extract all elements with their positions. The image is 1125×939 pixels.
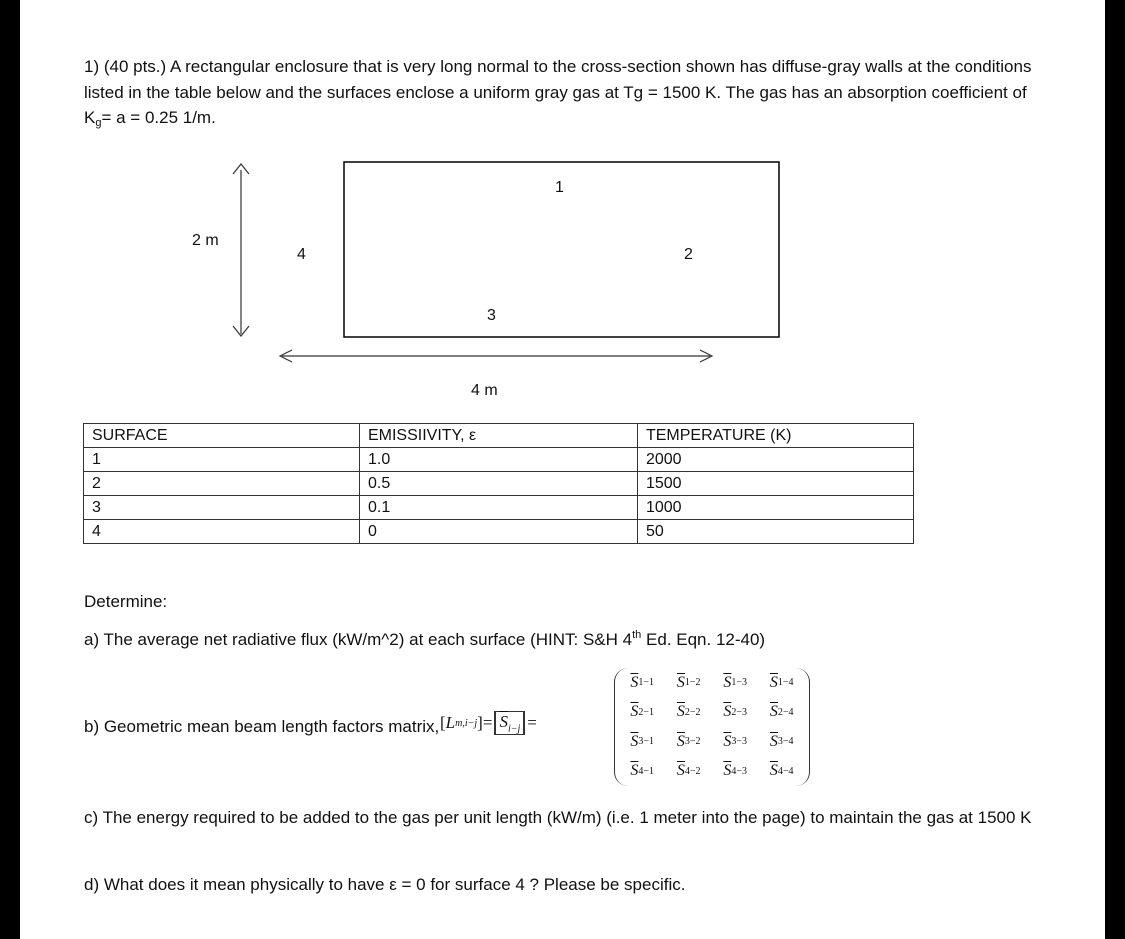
- matrix-symbol: $\overline{S}$: [676, 703, 685, 721]
- table-cell: 4: [84, 520, 360, 544]
- problem-intro: 1) (40 pts.) A rectangular enclosure that is very long normal to the cross-section shown has diffuse-gray walls at the conditions listed in the table below and the surfaces enclose a uniform gray gas at Tg = 1500 K. The gas has an absorption coefficient of K: [84, 57, 1032, 127]
- matrix-subscript: 2−2: [684, 706, 701, 718]
- table-cell: 1: [84, 448, 360, 472]
- matrix-symbol: $\overline{S}$: [769, 762, 778, 780]
- matrix-subscript: 4−1: [638, 765, 655, 777]
- equation-equals: =: [527, 713, 537, 733]
- surface-3-label: 3: [487, 307, 496, 324]
- matrix-subscript: 2−1: [638, 706, 655, 718]
- matrix-symbol: $\overline{S}$: [676, 762, 685, 780]
- matrix-subscript: 2−3: [731, 706, 748, 718]
- matrix-cell: [759, 698, 806, 728]
- table-cell: 1000: [637, 496, 913, 520]
- matrix-subscript: 3−3: [731, 736, 748, 748]
- matrix-subscript: 1−3: [731, 677, 748, 689]
- matrix-symbol: $\overline{S}$: [723, 703, 732, 721]
- matrix-symbol: $\overline{S}$: [723, 732, 732, 750]
- matrix-cell: [666, 698, 713, 728]
- question-a-text: a) The average net radiative flux (kW/m^2) at each surface (HINT: S&H 4: [84, 630, 633, 649]
- enclosure-diagram: [20, 0, 1105, 420]
- equation-s-bracket: [494, 711, 525, 735]
- question-a-tail: Ed. Eqn. 12-40): [641, 630, 766, 649]
- matrix-subscript: 4−4: [777, 765, 794, 777]
- height-label: 2 m: [192, 232, 219, 249]
- matrix-cell: [666, 757, 713, 787]
- document-page: [20, 0, 1105, 939]
- equation-bracket: ]: [477, 713, 483, 733]
- width-label: 4 m: [471, 382, 498, 399]
- matrix-symbol: $\overline{S}$: [630, 703, 639, 721]
- right-border: [1105, 0, 1125, 939]
- determine-heading: Determine:: [84, 592, 168, 611]
- matrix-symbol: $\overline{S}$: [630, 673, 639, 691]
- equation-l-subscript: m,i−j: [455, 717, 478, 729]
- table-header: EMISSIIVITY, ε: [359, 424, 637, 448]
- matrix-symbol: $\overline{S}$: [676, 732, 685, 750]
- matrix-cell: [666, 727, 713, 757]
- matrix-subscript: 3−2: [684, 736, 701, 748]
- table-cell: 0.1: [359, 496, 637, 520]
- table-cell: 0.5: [359, 472, 637, 496]
- table-header-row: [84, 424, 914, 448]
- matrix-subscript: 4−3: [731, 765, 748, 777]
- matrix-cell: [712, 698, 759, 728]
- beam-length-matrix: [614, 668, 810, 786]
- matrix-cell: [666, 668, 713, 698]
- matrix-symbol: $\overline{S}$: [769, 673, 778, 691]
- question-a: [84, 627, 765, 652]
- matrix-subscript: 3−4: [777, 736, 794, 748]
- problem-intro-end: = a = 0.25 1/m.: [101, 108, 216, 127]
- matrix-symbol: $\overline{S}$: [723, 762, 732, 780]
- matrix-subscript: 4−2: [684, 765, 701, 777]
- table-cell: 2: [84, 472, 360, 496]
- table-cell: 3: [84, 496, 360, 520]
- absorption-subscript: g: [95, 117, 102, 129]
- table-cell: 1.0: [359, 448, 637, 472]
- left-border: [0, 0, 20, 939]
- matrix-cell: [712, 668, 759, 698]
- matrix-symbol: $\overline{S}$: [723, 673, 732, 691]
- table-cell: 1500: [637, 472, 913, 496]
- surface-1-label: 1: [555, 179, 564, 196]
- matrix-symbol: $\overline{S}$: [630, 762, 639, 780]
- table-header: TEMPERATURE (K): [637, 424, 913, 448]
- beam-length-equation: [440, 711, 537, 735]
- matrix-cell: [759, 757, 806, 787]
- table-row: [84, 472, 914, 496]
- table-row: [84, 496, 914, 520]
- matrix-cell: [619, 668, 666, 698]
- matrix-cell: [619, 757, 666, 787]
- question-a-superscript: th: [632, 629, 642, 641]
- matrix-subscript: 1−4: [777, 677, 794, 689]
- matrix-symbol: $\overline{S}$: [630, 732, 639, 750]
- surface-properties-table: [83, 423, 914, 544]
- table-cell: 2000: [637, 448, 913, 472]
- matrix-subscript: 2−4: [777, 706, 794, 718]
- table-row: [84, 448, 914, 472]
- question-d-text: d) What does it mean physically to have ε = 0 for surface 4 ? Please be specific.: [84, 875, 686, 894]
- question-c-text: c) The energy required to be added to the gas per unit length (kW/m) (i.e. 1 meter into the page) to maintain the gas at 1500 K: [84, 808, 1032, 827]
- equation-bracket: [: [440, 713, 446, 733]
- equation-l-symbol: L: [445, 713, 456, 733]
- matrix-subscript: 1−1: [638, 677, 655, 689]
- equation-equals: =: [482, 713, 493, 733]
- matrix-symbol: $\overline{S}$: [769, 732, 778, 750]
- table-cell: 50: [637, 520, 913, 544]
- surface-4-label: 4: [297, 246, 306, 263]
- matrix-cell: [619, 727, 666, 757]
- table-header: SURFACE: [84, 424, 360, 448]
- matrix-subscript: 1−2: [684, 677, 701, 689]
- matrix-symbol: $\overline{S}$: [676, 673, 685, 691]
- matrix-cell: [759, 668, 806, 698]
- equation-s-symbol: $\overline{S}$: [499, 712, 508, 731]
- question-b-text: b) Geometric mean beam length factors matrix,: [84, 717, 440, 736]
- matrix-cell: [712, 727, 759, 757]
- equation-s-subscript: i−j: [507, 723, 521, 735]
- matrix-cell: [759, 727, 806, 757]
- matrix-cell: [712, 757, 759, 787]
- table-row: [84, 520, 914, 544]
- matrix-subscript: 3−1: [638, 736, 655, 748]
- matrix-cell: [619, 698, 666, 728]
- table-cell: 0: [359, 520, 637, 544]
- surface-2-label: 2: [684, 246, 693, 263]
- matrix-symbol: $\overline{S}$: [769, 703, 778, 721]
